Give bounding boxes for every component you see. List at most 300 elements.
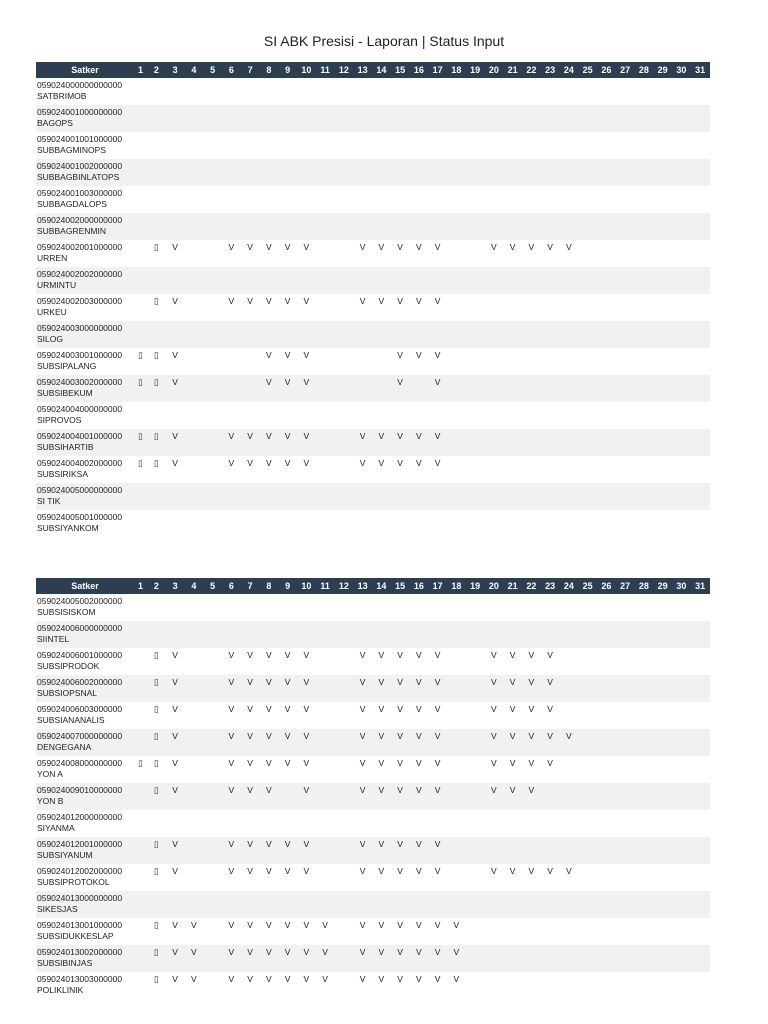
- day-status-cell: [335, 945, 354, 972]
- day-status-cell: [241, 375, 260, 402]
- day-status-cell: [653, 945, 672, 972]
- day-status-cell: [597, 702, 616, 729]
- day-column-header: 12: [335, 578, 354, 594]
- day-status-cell: V: [428, 375, 447, 402]
- day-status-cell: [203, 918, 222, 945]
- day-status-cell: [134, 402, 147, 429]
- day-status-cell: [316, 621, 335, 648]
- satker-name: SILOG: [37, 333, 63, 344]
- status-table-2: [36, 578, 710, 999]
- day-status-cell: [316, 429, 335, 456]
- day-status-cell: [297, 105, 316, 132]
- day-status-cell: V: [428, 945, 447, 972]
- day-status-cell: V: [509, 866, 516, 876]
- day-status-cell: [560, 972, 579, 999]
- day-status-cell: V: [284, 704, 291, 714]
- day-status-cell: [616, 78, 635, 105]
- day-status-cell: [297, 78, 316, 105]
- day-status-cell: [447, 864, 466, 891]
- day-status-cell: [653, 294, 672, 321]
- day-status-cell: [203, 891, 222, 918]
- day-status-cell: V: [241, 837, 260, 864]
- day-status-cell: [635, 348, 654, 375]
- day-status-cell: [672, 729, 691, 756]
- day-status-cell: [522, 972, 541, 999]
- day-status-cell: [578, 213, 597, 240]
- page-title: SI ABK Presisi - Laporan | Status Input: [263, 33, 505, 49]
- day-status-cell: [672, 783, 691, 810]
- day-status-cell: [691, 105, 710, 132]
- day-column-header: 30: [672, 578, 691, 594]
- day-status-cell: [134, 159, 147, 186]
- day-status-cell: [134, 702, 147, 729]
- day-status-cell: V: [428, 429, 447, 456]
- day-status-cell: [316, 864, 335, 891]
- day-status-cell: [410, 402, 429, 429]
- day-status-cell: ▯: [138, 458, 143, 468]
- day-status-cell: [466, 321, 485, 348]
- day-status-cell: V: [172, 296, 178, 306]
- day-status-cell: [578, 621, 597, 648]
- day-status-cell: [635, 621, 654, 648]
- day-status-cell: [578, 483, 597, 510]
- day-status-cell: [185, 810, 204, 837]
- day-status-cell: V: [303, 350, 310, 360]
- day-status-cell: [578, 675, 597, 702]
- day-status-cell: [522, 186, 541, 213]
- day-status-cell: V: [397, 704, 403, 714]
- day-status-cell: V: [247, 296, 253, 306]
- day-status-cell: [691, 483, 710, 510]
- day-status-cell: [522, 945, 541, 972]
- day-status-cell: V: [378, 974, 385, 984]
- day-status-cell: [466, 105, 485, 132]
- day-status-cell: [372, 375, 391, 402]
- satker-cell: [36, 972, 134, 999]
- day-status-cell: [241, 348, 260, 375]
- day-status-cell: V: [359, 866, 366, 876]
- day-status-cell: [503, 837, 522, 864]
- day-status-cell: [391, 621, 410, 648]
- day-status-cell: [335, 213, 354, 240]
- satker-cell: [36, 891, 134, 918]
- day-status-cell: [185, 756, 204, 783]
- day-status-cell: V: [378, 866, 385, 876]
- day-status-cell: [316, 456, 335, 483]
- satker-code: 059024005002000000: [37, 596, 123, 606]
- day-column-header: 15: [391, 62, 410, 78]
- day-status-cell: V: [428, 837, 447, 864]
- day-status-cell: [134, 483, 147, 510]
- day-status-cell: [560, 267, 579, 294]
- day-status-cell: [166, 132, 185, 159]
- day-status-cell: ▯: [154, 242, 159, 252]
- day-status-cell: [616, 159, 635, 186]
- day-status-cell: [316, 756, 335, 783]
- satker-name: SUBSIHARTIB: [37, 441, 94, 452]
- day-column-header: 2: [147, 578, 166, 594]
- day-status-cell: [147, 810, 166, 837]
- day-status-cell: [222, 483, 241, 510]
- day-status-cell: [335, 783, 354, 810]
- day-status-cell: [428, 321, 447, 348]
- day-status-cell: V: [560, 729, 579, 756]
- day-status-cell: [428, 510, 447, 537]
- day-status-cell: [691, 375, 710, 402]
- day-column-header: 30: [672, 62, 691, 78]
- satker-name: SUBSIPRODOK: [37, 660, 100, 671]
- day-status-cell: V: [541, 729, 560, 756]
- day-status-cell: V: [391, 837, 410, 864]
- satker-cell: [36, 78, 134, 105]
- day-status-cell: [447, 891, 466, 918]
- day-status-cell: [466, 375, 485, 402]
- day-status-cell: [616, 702, 635, 729]
- day-status-cell: [372, 891, 391, 918]
- day-status-cell: [147, 213, 166, 240]
- day-status-cell: [560, 483, 579, 510]
- table-row: [36, 240, 710, 267]
- day-status-cell: [485, 945, 504, 972]
- day-status-cell: [578, 321, 597, 348]
- day-status-cell: [316, 702, 335, 729]
- day-status-cell: [485, 429, 504, 456]
- day-status-cell: [541, 891, 560, 918]
- day-status-cell: [185, 78, 204, 105]
- day-status-cell: [466, 945, 485, 972]
- day-status-cell: [503, 159, 522, 186]
- day-status-cell: V: [284, 296, 291, 306]
- day-status-cell: V: [303, 974, 310, 984]
- day-status-cell: [616, 213, 635, 240]
- day-status-cell: [635, 510, 654, 537]
- day-status-cell: [278, 78, 297, 105]
- day-status-cell: [522, 456, 541, 483]
- day-status-cell: [635, 864, 654, 891]
- day-status-cell: V: [372, 837, 391, 864]
- day-status-cell: [522, 321, 541, 348]
- day-status-cell: V: [547, 704, 553, 714]
- day-status-cell: [691, 918, 710, 945]
- day-status-cell: V: [416, 458, 422, 468]
- day-status-cell: [541, 621, 560, 648]
- day-status-cell: V: [428, 675, 447, 702]
- day-status-cell: [222, 321, 241, 348]
- day-column-header: 8: [260, 578, 279, 594]
- day-status-cell: [466, 267, 485, 294]
- day-status-cell: V: [447, 945, 466, 972]
- day-status-cell: [578, 918, 597, 945]
- day-status-cell: [147, 267, 166, 294]
- day-status-cell: [278, 594, 297, 621]
- day-status-cell: [691, 186, 710, 213]
- day-status-cell: [616, 348, 635, 375]
- day-status-cell: [541, 483, 560, 510]
- day-status-cell: [372, 510, 391, 537]
- day-status-cell: [185, 429, 204, 456]
- day-status-cell: V: [391, 783, 410, 810]
- day-status-cell: [335, 105, 354, 132]
- day-status-cell: [410, 621, 429, 648]
- day-status-cell: [485, 105, 504, 132]
- day-status-cell: [166, 213, 185, 240]
- day-status-cell: [691, 267, 710, 294]
- day-status-cell: [466, 78, 485, 105]
- satker-name: SUBBAGBINLATOPS: [37, 171, 120, 182]
- day-status-cell: [672, 510, 691, 537]
- day-status-cell: V: [397, 920, 403, 930]
- day-status-cell: [635, 483, 654, 510]
- satker-cell: [36, 675, 134, 702]
- day-status-cell: [297, 402, 316, 429]
- day-status-cell: [522, 621, 541, 648]
- satker-code: 059024001000000000: [37, 107, 123, 117]
- day-status-cell: [278, 891, 297, 918]
- day-status-cell: [241, 891, 260, 918]
- day-status-cell: [203, 105, 222, 132]
- day-status-cell: [316, 402, 335, 429]
- day-status-cell: V: [247, 458, 253, 468]
- day-status-cell: [466, 756, 485, 783]
- day-status-cell: [241, 213, 260, 240]
- day-status-cell: [616, 891, 635, 918]
- day-status-cell: [485, 186, 504, 213]
- day-status-cell: V: [410, 945, 429, 972]
- day-status-cell: [260, 402, 279, 429]
- day-status-cell: [447, 321, 466, 348]
- day-status-cell: [691, 837, 710, 864]
- day-status-cell: [278, 213, 297, 240]
- table-row: [36, 891, 710, 918]
- header-row: [36, 62, 710, 78]
- day-status-cell: [147, 321, 166, 348]
- day-status-cell: [522, 267, 541, 294]
- day-column-header: 20: [485, 62, 504, 78]
- day-status-cell: [147, 891, 166, 918]
- day-status-cell: V: [528, 866, 535, 876]
- day-status-cell: V: [491, 758, 497, 768]
- table-row: [36, 756, 710, 783]
- day-status-cell: [635, 213, 654, 240]
- day-status-cell: V: [434, 974, 441, 984]
- day-status-cell: V: [322, 920, 328, 930]
- day-status-cell: V: [434, 758, 441, 768]
- day-status-cell: [597, 321, 616, 348]
- day-column-header: 17: [428, 62, 447, 78]
- day-status-cell: [335, 702, 354, 729]
- satker-name: SUBSIDUKKESLAP: [37, 930, 114, 941]
- day-status-cell: [316, 78, 335, 105]
- day-status-cell: [335, 348, 354, 375]
- day-status-cell: [297, 891, 316, 918]
- day-status-cell: [466, 186, 485, 213]
- day-status-cell: [410, 375, 429, 402]
- day-status-cell: [578, 375, 597, 402]
- day-status-cell: V: [260, 429, 279, 456]
- day-status-cell: [578, 159, 597, 186]
- day-status-cell: [485, 375, 504, 402]
- day-status-cell: [203, 756, 222, 783]
- day-status-cell: V: [303, 242, 310, 252]
- day-status-cell: [635, 837, 654, 864]
- day-status-cell: [503, 972, 522, 999]
- day-status-cell: V: [522, 675, 541, 702]
- day-status-cell: [578, 729, 597, 756]
- day-status-cell: [335, 621, 354, 648]
- table-row: [36, 810, 710, 837]
- day-status-cell: ▯: [147, 729, 166, 756]
- day-status-cell: [597, 594, 616, 621]
- day-status-cell: [560, 402, 579, 429]
- day-status-cell: [297, 267, 316, 294]
- satker-cell: [36, 321, 134, 348]
- day-status-cell: [222, 132, 241, 159]
- day-status-cell: [185, 594, 204, 621]
- day-status-cell: [503, 810, 522, 837]
- day-status-cell: V: [278, 675, 297, 702]
- day-status-cell: [578, 648, 597, 675]
- day-status-cell: [147, 159, 166, 186]
- day-status-cell: V: [528, 650, 535, 660]
- day-status-cell: [316, 483, 335, 510]
- day-status-cell: V: [228, 650, 235, 660]
- day-status-cell: [134, 105, 147, 132]
- day-status-cell: V: [359, 458, 366, 468]
- day-status-cell: [316, 675, 335, 702]
- day-status-cell: [522, 294, 541, 321]
- day-status-cell: [653, 675, 672, 702]
- satker-code: 059024009010000000: [37, 785, 123, 795]
- satker-code: 059024006001000000: [37, 650, 123, 660]
- day-status-cell: V: [372, 429, 391, 456]
- day-status-cell: [597, 213, 616, 240]
- day-status-cell: [147, 132, 166, 159]
- day-status-cell: ▯: [147, 783, 166, 810]
- day-status-cell: V: [228, 974, 235, 984]
- day-status-cell: [560, 675, 579, 702]
- satker-code: 059024007000000000: [37, 731, 123, 741]
- day-status-cell: [316, 891, 335, 918]
- day-status-cell: [447, 402, 466, 429]
- day-status-cell: V: [491, 650, 497, 660]
- day-status-cell: [560, 702, 579, 729]
- day-status-cell: [134, 891, 147, 918]
- day-status-cell: [203, 702, 222, 729]
- day-status-cell: V: [416, 242, 422, 252]
- day-status-cell: [410, 186, 429, 213]
- day-status-cell: [147, 594, 166, 621]
- day-status-cell: [335, 837, 354, 864]
- day-status-cell: [466, 864, 485, 891]
- day-status-cell: V: [278, 837, 297, 864]
- day-status-cell: [560, 945, 579, 972]
- satker-code: 059024003001000000: [37, 350, 123, 360]
- day-status-cell: [391, 321, 410, 348]
- day-status-cell: V: [222, 783, 241, 810]
- day-status-cell: [166, 159, 185, 186]
- day-column-header: 25: [578, 62, 597, 78]
- day-status-cell: [691, 132, 710, 159]
- day-column-header: 27: [616, 62, 635, 78]
- day-status-cell: V: [266, 758, 272, 768]
- day-status-cell: [203, 510, 222, 537]
- day-status-cell: [522, 510, 541, 537]
- day-status-cell: [541, 972, 560, 999]
- satker-code: 059024001002000000: [37, 161, 123, 171]
- satker-cell: [36, 159, 134, 186]
- day-status-cell: [335, 648, 354, 675]
- day-status-cell: [560, 186, 579, 213]
- day-status-cell: [597, 267, 616, 294]
- day-status-cell: V: [372, 945, 391, 972]
- day-status-cell: [353, 810, 372, 837]
- day-status-cell: [672, 402, 691, 429]
- day-status-cell: [185, 456, 204, 483]
- day-status-cell: [166, 810, 185, 837]
- day-status-cell: [653, 510, 672, 537]
- day-status-cell: [691, 756, 710, 783]
- day-status-cell: V: [284, 974, 291, 984]
- day-status-cell: [635, 456, 654, 483]
- day-status-cell: [222, 267, 241, 294]
- satker-code: 059024004001000000: [37, 431, 123, 441]
- day-status-cell: [316, 375, 335, 402]
- day-column-header: 14: [372, 578, 391, 594]
- day-status-cell: [672, 321, 691, 348]
- day-status-cell: [635, 702, 654, 729]
- day-status-cell: [485, 321, 504, 348]
- day-status-cell: [597, 429, 616, 456]
- day-status-cell: [485, 267, 504, 294]
- day-status-cell: [297, 321, 316, 348]
- day-status-cell: V: [522, 783, 541, 810]
- day-status-cell: [597, 783, 616, 810]
- satker-cell: [36, 621, 134, 648]
- day-status-cell: [522, 132, 541, 159]
- day-column-header: 5: [203, 578, 222, 594]
- day-column-header: 5: [203, 62, 222, 78]
- satker-name: URKEU: [37, 306, 67, 317]
- day-status-cell: V: [378, 458, 385, 468]
- satker-cell: [36, 594, 134, 621]
- day-column-header: 12: [335, 62, 354, 78]
- satker-code: 059024002000000000: [37, 215, 123, 225]
- day-status-cell: [428, 105, 447, 132]
- day-status-cell: [597, 186, 616, 213]
- day-status-cell: V: [410, 429, 429, 456]
- day-status-cell: [222, 402, 241, 429]
- day-status-cell: V: [284, 758, 291, 768]
- table-row: [36, 132, 710, 159]
- day-status-cell: V: [172, 866, 178, 876]
- day-status-cell: [597, 837, 616, 864]
- day-status-cell: [597, 159, 616, 186]
- day-status-cell: [653, 483, 672, 510]
- day-status-cell: [635, 756, 654, 783]
- table-row: [36, 402, 710, 429]
- day-status-cell: [635, 972, 654, 999]
- day-status-cell: [222, 594, 241, 621]
- day-status-cell: [653, 891, 672, 918]
- satker-code: 059024012000000000: [37, 812, 123, 822]
- satker-code: 059024013003000000: [37, 974, 123, 984]
- day-status-cell: V: [278, 729, 297, 756]
- day-status-cell: [672, 648, 691, 675]
- day-status-cell: [353, 510, 372, 537]
- day-status-cell: [466, 213, 485, 240]
- day-status-cell: [297, 810, 316, 837]
- day-status-cell: [672, 918, 691, 945]
